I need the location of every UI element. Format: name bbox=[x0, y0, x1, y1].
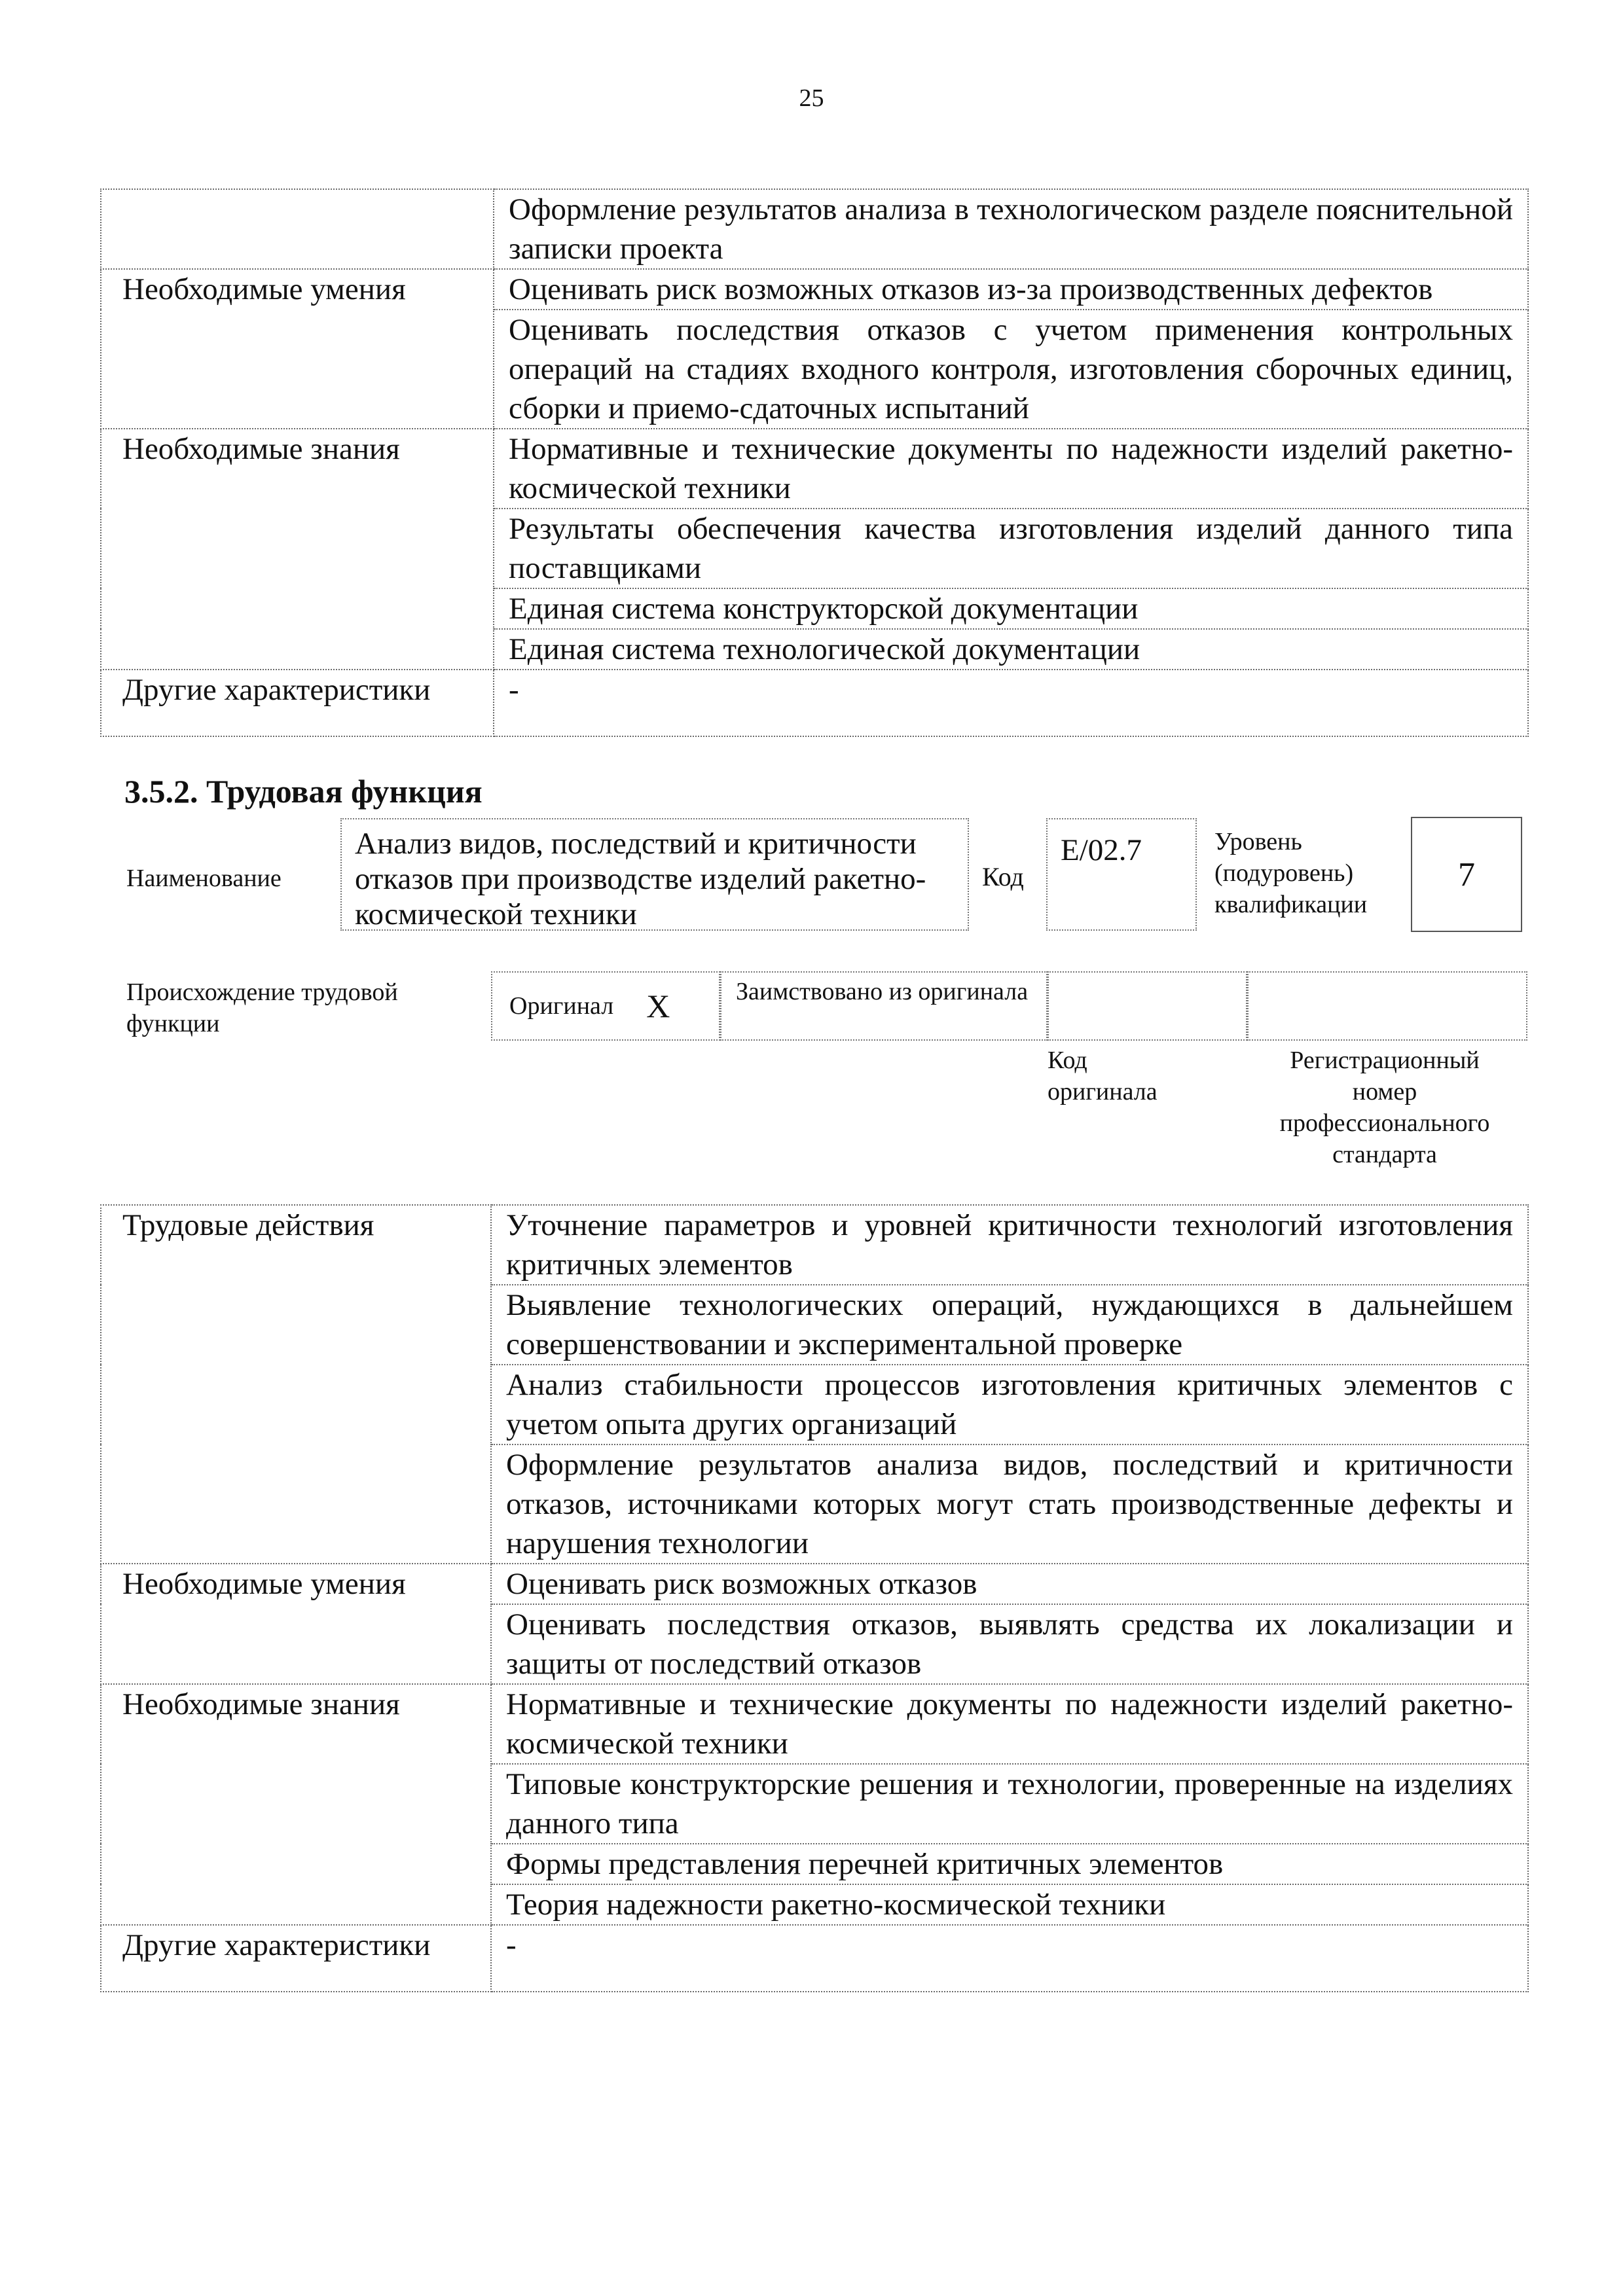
table-row bbox=[101, 1205, 1528, 1285]
row-item: Единая система технологической документации bbox=[494, 629, 1528, 670]
row-item: Оценивать риск возможных отказов bbox=[491, 1564, 1528, 1604]
reg-number-cell bbox=[1247, 971, 1527, 1041]
code-box bbox=[1046, 818, 1197, 931]
row-label-skills: Необходимые умения bbox=[101, 269, 494, 429]
row-label-actions: Трудовые действия bbox=[101, 1205, 491, 1564]
row-item: Выявление технологических операций, нуждающихся в дальнейшем совершенствовании и экспериментальной проверке bbox=[491, 1285, 1528, 1365]
row-item: Оформление результатов анализа видов, последствий и критичности отказов, источниками которых могут стать производственные дефекты и нарушения технологии bbox=[491, 1444, 1528, 1564]
original-mark: X bbox=[646, 988, 670, 1024]
section-heading: 3.5.2. Трудовая функция bbox=[124, 773, 483, 810]
level-value: 7 bbox=[1458, 855, 1475, 893]
labor-function-table bbox=[100, 1204, 1529, 1992]
row-item: Нормативные и технические документы по надежности изделий ракетно-космической техники bbox=[491, 1684, 1528, 1764]
labor-function-table-continued bbox=[100, 188, 1529, 737]
table-row bbox=[101, 1684, 1528, 1764]
row-label-knowledge: Необходимые знания bbox=[101, 429, 494, 670]
borrowed-label: Заимствовано из оригинала bbox=[736, 978, 1029, 1005]
page-number: 25 bbox=[799, 84, 824, 112]
origin-row bbox=[491, 971, 1527, 1041]
reg-number-caption: Регистрационный номер профессионального стандарта bbox=[1279, 1047, 1490, 1168]
row-item: Уточнение параметров и уровней критичности технологий изготовления критичных элементов bbox=[491, 1205, 1528, 1285]
table-row bbox=[101, 429, 1528, 509]
table-row bbox=[101, 1564, 1528, 1604]
code-value: E/02.7 bbox=[1061, 833, 1142, 867]
name-label: Наименование bbox=[126, 865, 282, 892]
row-item: Оценивать последствия отказов с учетом применения контрольных операций на стадиях входного контроля, изготовления сборочных единиц, сборки и приемо-сдаточных испытаний bbox=[494, 310, 1528, 429]
row-item: - bbox=[494, 670, 1528, 736]
table-row bbox=[101, 269, 1528, 310]
level-label: Уровень (подуровень) квалификации bbox=[1214, 828, 1368, 918]
row-label-knowledge: Необходимые знания bbox=[101, 1684, 491, 1925]
original-cell bbox=[491, 971, 720, 1041]
level-value-box bbox=[1411, 817, 1522, 932]
row-item: Формы представления перечней критичных элементов bbox=[491, 1844, 1528, 1884]
row-item: Единая система конструкторской документации bbox=[494, 588, 1528, 629]
row-item: Результаты обеспечения качества изготовления изделий данного типа поставщиками bbox=[494, 509, 1528, 588]
function-name-box bbox=[340, 818, 969, 931]
row-label-skills: Необходимые умения bbox=[101, 1564, 491, 1684]
row-item: Оценивать последствия отказов, выявлять средства их локализации и защиты от последствий отказов bbox=[491, 1604, 1528, 1684]
row-item: - bbox=[491, 1925, 1528, 1992]
row-item: Нормативные и технические документы по надежности изделий ракетно-космической техники bbox=[494, 429, 1528, 509]
row-item: Типовые конструкторские решения и технологии, проверенные на изделиях данного типа bbox=[491, 1764, 1528, 1844]
row-item: Анализ стабильности процессов изготовления критичных элементов с учетом опыта других организаций bbox=[491, 1365, 1528, 1444]
row-label-other: Другие характеристики bbox=[101, 670, 494, 736]
function-name-value: Анализ видов, последствий и критичности отказов при производстве изделий ракетно-космической техники bbox=[355, 827, 926, 931]
row-item: Теория надежности ракетно-космической техники bbox=[491, 1884, 1528, 1925]
table-row bbox=[101, 1925, 1528, 1992]
original-code-caption: Код оригинала bbox=[1048, 1047, 1158, 1105]
original-label: Оригинал bbox=[509, 992, 614, 1020]
borrowed-cell bbox=[720, 971, 1048, 1041]
origin-label: Происхождение трудовой функции bbox=[126, 978, 398, 1037]
original-code-cell bbox=[1048, 971, 1247, 1041]
row-item: Оформление результатов анализа в технологическом разделе пояснительной записки проекта bbox=[494, 189, 1528, 269]
code-label: Код bbox=[982, 862, 1024, 891]
table-row bbox=[101, 189, 1528, 269]
row-item: Оценивать риск возможных отказов из-за производственных дефектов bbox=[494, 269, 1528, 310]
table-row bbox=[101, 670, 1528, 736]
row-label bbox=[101, 189, 494, 269]
row-label-other: Другие характеристики bbox=[101, 1925, 491, 1992]
